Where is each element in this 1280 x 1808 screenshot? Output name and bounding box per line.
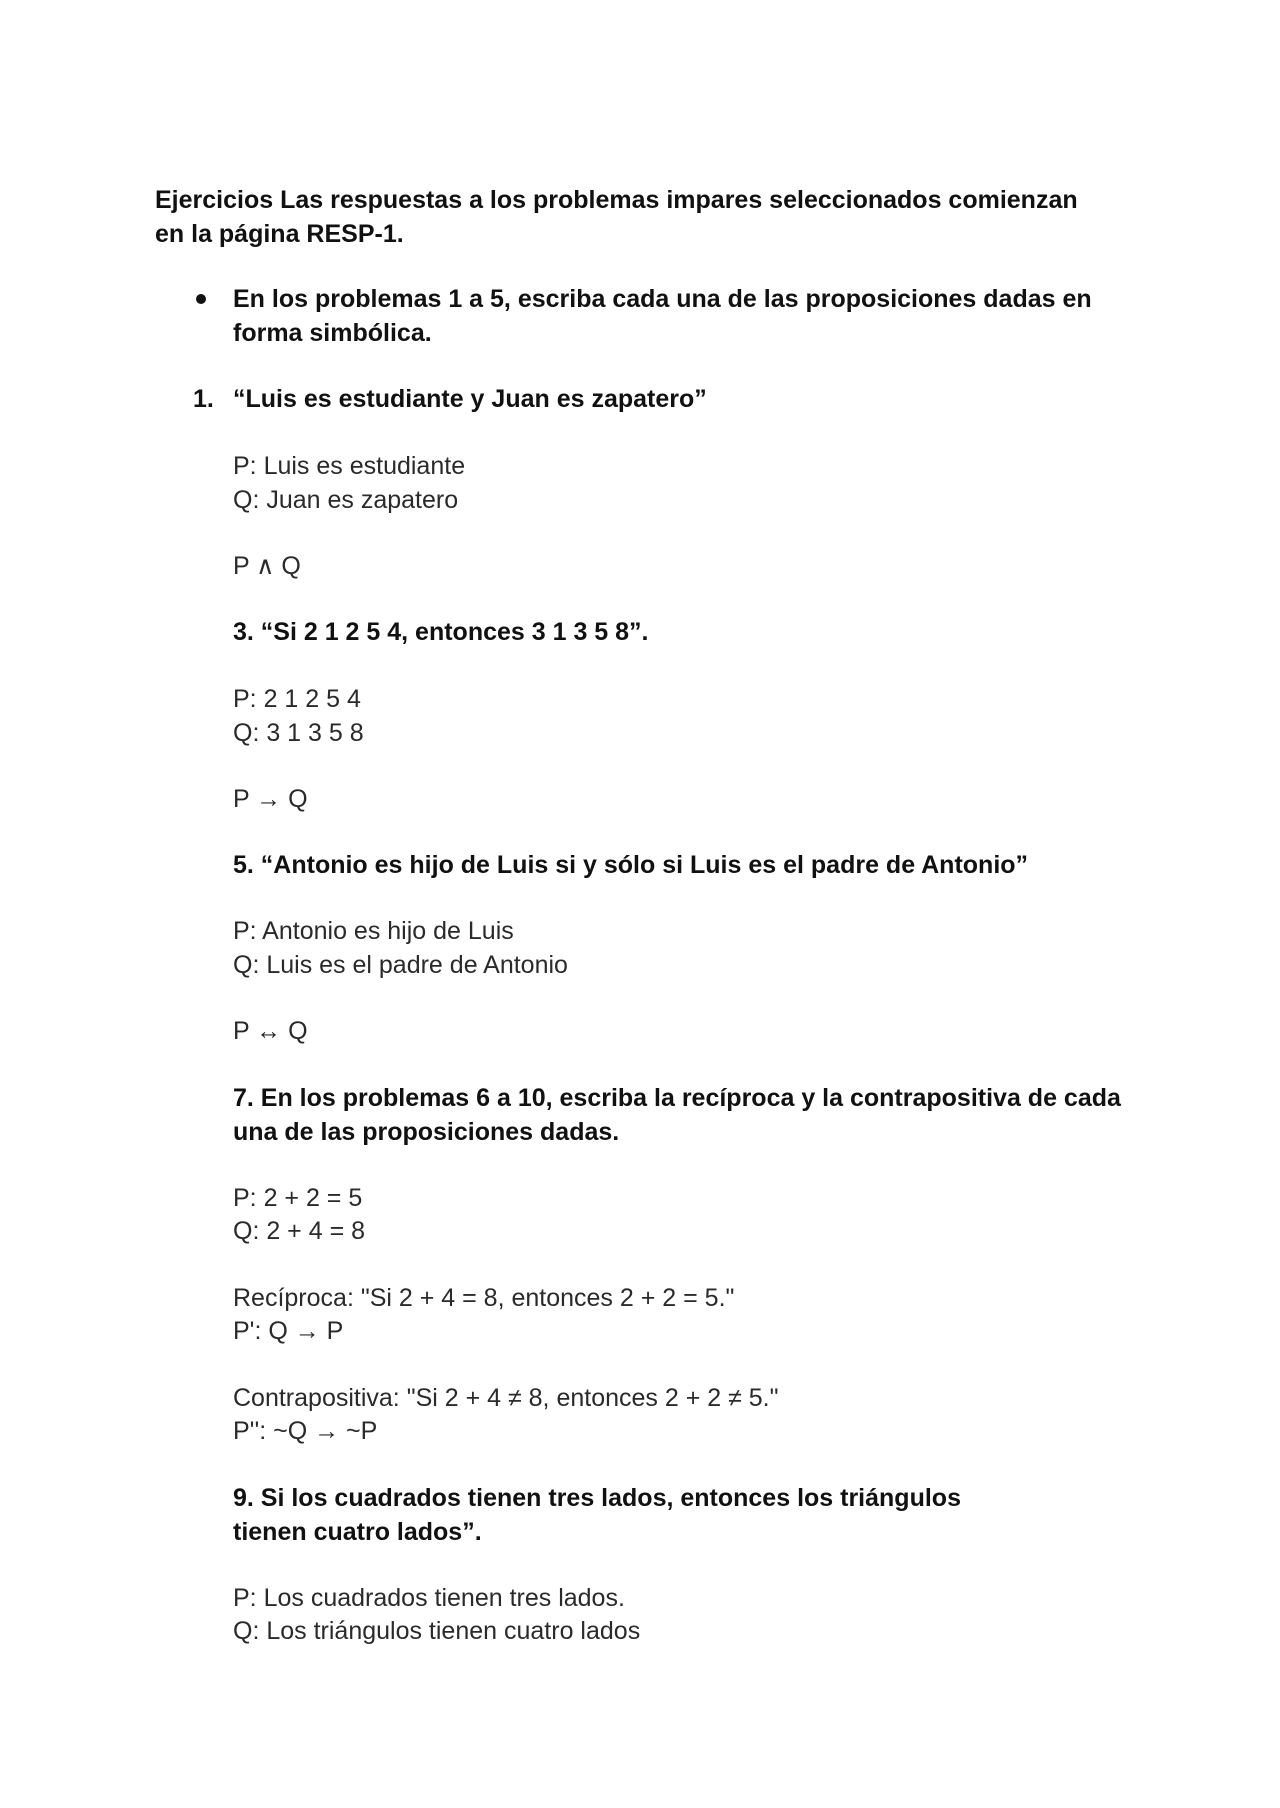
problem-1-q: Q: Juan es zapatero (233, 486, 459, 514)
problem-1-statement: “Luis es estudiante y Juan es zapatero” (233, 385, 707, 413)
instruction-line-2: forma simbólica. (233, 319, 432, 347)
problem-7-contrapositive-symbolic: P'': ~Q → ~P (233, 1417, 378, 1445)
problem-5-symbolic: P ↔ Q (233, 1017, 308, 1045)
problem-3-symbolic: P → Q (233, 785, 308, 813)
problem-9-line-2: tienen cuatro lados”. (233, 1518, 482, 1546)
problem-9-line-1: 9. Si los cuadrados tienen tres lados, entonces los triángulos (233, 1484, 961, 1512)
problem-7-q: Q: 2 + 4 = 8 (233, 1217, 366, 1245)
problem-5-statement: 5. “Antonio es hijo de Luis si y sólo si Luis es el padre de Antonio” (233, 851, 1029, 879)
problem-3-p: P: 2 1 2 5 4 (233, 685, 361, 713)
bullet-icon (196, 294, 206, 304)
problem-9-q: Q: Los triángulos tienen cuatro lados (233, 1617, 641, 1645)
problem-5-p: P: Antonio es hijo de Luis (233, 917, 514, 945)
problem-7-p: P: 2 + 2 = 5 (233, 1184, 363, 1212)
problem-7-line-2: una de las proposiciones dadas. (233, 1118, 620, 1146)
problem-9-p: P: Los cuadrados tienen tres lados. (233, 1584, 625, 1612)
problem-5-q: Q: Luis es el padre de Antonio (233, 951, 568, 979)
header-line-2: en la página RESP-1. (155, 220, 404, 248)
problem-7-line-1: 7. En los problemas 6 a 10, escriba la recíproca y la contrapositiva de cada (233, 1084, 1121, 1112)
problem-7-reciprocal-symbolic: P': Q → P (233, 1317, 344, 1345)
instruction-line-1: En los problemas 1 a 5, escriba cada una de las proposiciones dadas en (233, 285, 1092, 313)
problem-1-symbolic: P ∧ Q (233, 552, 301, 580)
problem-1-p: P: Luis es estudiante (233, 452, 466, 480)
problem-7-reciprocal: Recíproca: "Si 2 + 4 = 8, entonces 2 + 2 = 5." (233, 1284, 735, 1312)
problem-3-statement: 3. “Si 2 1 2 5 4, entonces 3 1 3 5 8”. (233, 618, 649, 646)
problem-7-contrapositive: Contrapositiva: "Si 2 + 4 ≠ 8, entonces 2 + 2 ≠ 5." (233, 1384, 779, 1412)
header-line-1: Ejercicios Las respuestas a los problemas impares seleccionados comienzan (155, 186, 1078, 214)
problem-3-q: Q: 3 1 3 5 8 (233, 719, 364, 747)
problem-1-number: 1. (193, 385, 214, 413)
